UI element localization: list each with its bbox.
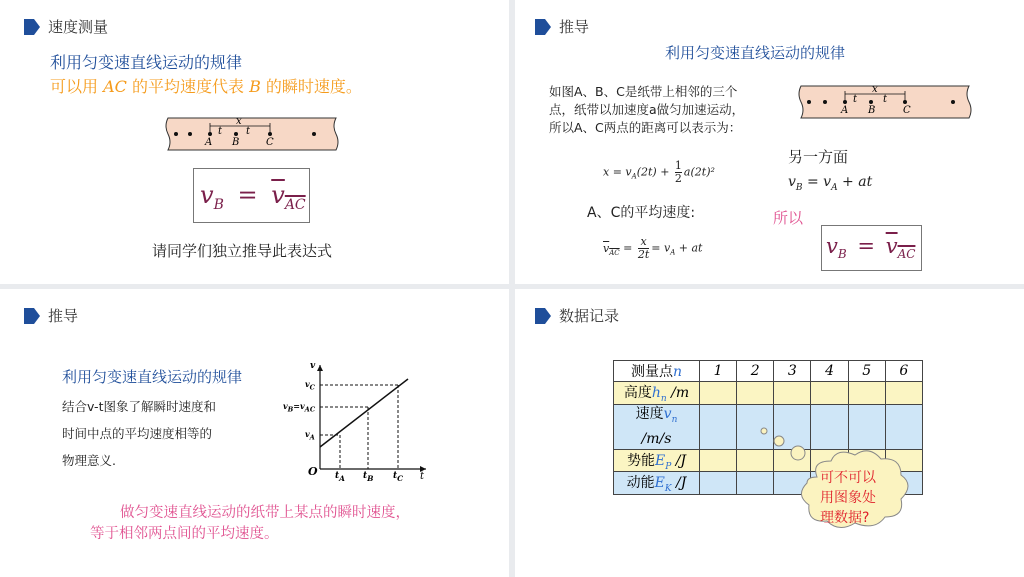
eq-part: v [603,241,610,255]
row-subscript: n [660,393,667,404]
tape-label-b: B [232,137,240,148]
graph-subscript: AC [304,405,316,414]
table-cell[interactable] [737,382,774,405]
row-subscript: P [665,461,672,472]
table-cell[interactable] [885,382,922,405]
table-header-cell: 1 [700,361,737,382]
formula-box [193,168,310,223]
conclusion-line-2: 等于相邻两点间的平均速度。 [90,526,279,542]
row-symbol: E [654,475,665,492]
row-unit: /m/s [641,430,672,447]
heading-law: 利用匀变速直线运动的规律 [665,44,846,62]
table-header-cell [614,361,700,382]
formula-equals: = [857,234,875,258]
desc-line-2: 点，纸带以加速度a做匀加速运动， [549,102,745,117]
panel-header [24,305,78,326]
eq-subscript: A [831,182,838,193]
formula-symbol: v [200,181,214,209]
statement-line [50,74,362,97]
eq-fraction [675,160,682,185]
tape-x-label: x [872,84,878,95]
tape-label-a: A [205,137,213,148]
graph-symbol: v [283,401,288,411]
graph-symbol: t [363,471,368,481]
desc-line-1: 如图A、B、C是纸带上相邻的三个 [549,84,738,99]
graph-subscript: B [287,405,294,414]
row-label-cell [614,449,700,472]
panel-derivation-2 [0,289,509,577]
row-label: 高度 [623,385,652,401]
graph-subscript: C [309,383,315,392]
eq-denominator: 2 [674,172,682,185]
eq-part: + at [675,241,703,255]
tape-label-a: A [841,105,849,116]
table-header-cell: 3 [774,361,811,382]
equation-distance [603,160,715,185]
paragraph-line-1: 结合v-t图象了解瞬时速度和 [62,399,216,414]
paragraph-line-2: 时间中点的平均速度相等的 [62,426,213,441]
table-header-row [614,361,923,382]
tape-t-label: t [883,94,888,105]
formula-subscript: AC [284,196,306,213]
table-header-cell: 6 [885,361,922,382]
eq-denominator: 2t [637,248,650,261]
section-marker-icon [24,19,40,35]
statement-symbol-b: B [249,77,261,96]
row-subscript: K [664,484,672,495]
table-row [614,382,923,405]
graph-subscript: B [367,473,374,483]
panel-header [535,16,589,37]
graph-tb-label [363,471,374,483]
tape-label-c: C [266,137,274,148]
header-symbol: n [672,364,683,380]
graph-v-axis-label: v [310,361,316,371]
panel-title: 推导 [48,307,79,325]
eq-part: + at [837,174,873,190]
eq-numerator: 1 [674,159,682,172]
row-subscript: n [671,414,678,425]
tape-x-label: x [236,116,242,127]
eq-part: v [788,174,796,190]
row-label: 动能 [626,475,655,492]
statement-symbol-ac: AC [103,77,127,96]
table-cell[interactable] [700,472,737,495]
other-hand-label: 另一方面 [788,148,849,166]
row-unit: /m [666,385,690,401]
section-marker-icon [535,19,551,35]
formula-vac [885,234,916,262]
row-label: 速度 [635,405,664,422]
row-symbol: E [654,452,666,469]
desc-line-3: 所以A、C两点的距离可以表示为： [549,120,742,135]
statement-part: 的瞬时速度。 [260,77,362,96]
graph-subscript: A [309,433,315,442]
row-symbol: v [663,405,672,422]
graph-symbol: t [335,471,340,481]
graph-vb-label [283,401,315,414]
graph-tc-label [393,471,403,483]
instruction-note: 请同学们独立推导此表达式 [152,242,333,260]
section-marker-icon [535,308,551,324]
graph-origin-label: O [308,465,318,478]
panel-title: 推导 [559,18,590,36]
statement-part: 的平均速度代表 [126,77,250,96]
equation-vac: $v_{AC}$ = $\frac{x}{2t}$ = $v_A$ + at [603,235,703,261]
graph-ta-label [335,471,345,483]
table-cell[interactable] [700,404,737,449]
row-label-cell [614,404,700,449]
eq-subscript: A [631,172,637,181]
table-cell[interactable] [700,449,737,472]
formula-vac [271,181,306,213]
eq-part: a(2t)² [683,165,715,179]
graph-va-label [305,429,315,442]
graph-subscript: A [339,473,345,483]
eq-numerator: x [638,236,649,249]
formula-symbol: v [826,234,838,258]
therefore-label: 所以 [773,209,804,227]
eq-subscript: AC [609,248,620,257]
heading-law: 利用匀变速直线运动的规律 [50,53,243,72]
row-label: 势能 [626,452,655,469]
vt-graph [300,359,430,489]
cloud-text-line-3: 理数据? [820,510,870,526]
formula-subscript: AC [897,247,916,262]
average-speed-label: A、C的平均速度: [587,205,696,221]
header-label: 测量点 [630,364,673,380]
eq-part: = v [651,241,671,255]
panel-title: 速度测量 [48,18,109,36]
row-unit: /J [671,475,687,492]
eq-part: = v [802,174,832,190]
graph-vc-label [305,379,315,392]
graph-symbol: t [393,471,398,481]
heading-law: 利用匀变速直线运动的规律 [62,368,243,386]
eq-fraction [638,236,649,261]
table-header-cell: 2 [737,361,774,382]
equation-vb [788,174,872,193]
eq-vac-bar [603,242,620,255]
formula-subscript: B [213,196,224,213]
formula-vb [826,234,915,261]
eq-part: (2t) + [636,165,673,179]
table-cell[interactable] [774,382,811,405]
panel-title: 数据记录 [559,307,620,325]
row-unit: /J [671,452,687,469]
cloud-text-line-2: 用图象处 [820,490,876,506]
tape-label-c: C [903,105,911,116]
panel-data-record [515,289,1024,577]
tape-t-label: t [853,94,858,105]
graph-symbol: v [305,429,310,439]
paper-tape-figure [164,114,340,154]
formula-subscript: B [837,247,847,262]
panel-header [24,16,108,37]
graph-subscript: C [397,473,404,483]
row-label-cell [614,472,700,495]
graph-symbol: v [305,379,310,389]
row-symbol: h [651,385,661,401]
table-cell[interactable] [848,382,885,405]
graph-symbol: =v [293,401,305,411]
table-cell[interactable] [811,382,848,405]
eq-part: x = v [603,165,632,179]
formula-symbol: v [271,181,285,209]
statement-part: 可以用 [50,77,104,96]
row-label-cell [614,382,700,405]
graph-t-axis-label: t [420,471,425,482]
table-cell[interactable] [700,382,737,405]
tape-label-b: B [868,105,876,116]
cloud-text-line-1: 可不可以 [820,470,876,486]
formula-vb [200,181,306,213]
eq-subscript: A [670,248,676,257]
formula-equals: = [237,181,258,209]
tape-t-label: t [246,126,251,137]
panel-derivation-1 [515,0,1024,284]
table-header-cell: 4 [811,361,848,382]
formula-box [821,225,922,271]
table-header-cell: 5 [848,361,885,382]
formula-symbol: v [885,234,898,258]
tape-t-label: t [218,126,223,137]
panel-header [535,305,619,326]
eq-subscript: B [795,182,803,193]
paragraph-line-3: 物理意义. [62,453,116,468]
section-marker-icon [24,308,40,324]
conclusion-line-1: 做匀变速直线运动的纸带上某点的瞬时速度， [120,505,410,521]
panel-speed-measurement [0,0,509,284]
